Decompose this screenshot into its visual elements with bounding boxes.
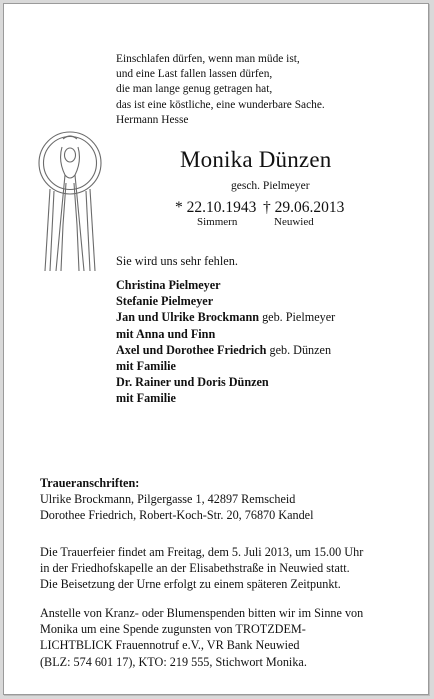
donation-line: Anstelle von Kranz- oder Blumenspenden bitten wir im Sinne von bbox=[40, 606, 364, 620]
birth-date: * 22.10.1943 bbox=[175, 199, 257, 216]
family-line: Christina Pielmeyer bbox=[116, 278, 221, 292]
address-line: Ulrike Brockmann, Pilgergasse 1, 42897 Remscheid bbox=[40, 492, 296, 507]
mourning-figure-icon bbox=[32, 125, 108, 271]
ceremony-line: Die Trauerfeier findet am Freitag, dem 5. Juli 2013, um 15.00 Uhr bbox=[40, 545, 364, 559]
miss-line: Sie wird uns sehr fehlen. bbox=[116, 254, 238, 268]
family-line: Jan und Ulrike Brockmann geb. Pielmeyer bbox=[116, 310, 336, 325]
birth-place: Simmern bbox=[197, 216, 238, 228]
family-line: Axel und Dorothee Friedrich geb. Dünzen bbox=[116, 342, 332, 357]
obituary-card bbox=[3, 3, 429, 695]
life-dates bbox=[175, 199, 345, 217]
family-line: mit Familie bbox=[116, 391, 176, 406]
poem-author: Hermann Hesse bbox=[116, 113, 189, 126]
poem bbox=[116, 52, 325, 128]
donation-line: (BLZ: 574 601 17), KTO: 219 555, Stichwort Monika. bbox=[40, 654, 307, 669]
deceased-name: Monika Dünzen bbox=[180, 147, 332, 172]
family-line: Stefanie Pielmeyer bbox=[116, 294, 214, 309]
donation-info bbox=[40, 605, 363, 670]
death-place: Neuwied bbox=[274, 216, 314, 228]
address-block bbox=[40, 475, 313, 524]
ceremony-line: in der Friedhofskapelle an der Elisabethstraße in Neuwied statt. bbox=[40, 561, 350, 576]
donation-line: Monika um eine Spende zugunsten von TROTZDEM- bbox=[40, 622, 306, 637]
poem-line: die man lange genug getragen hat, bbox=[116, 83, 273, 96]
poem-line: das ist eine köstliche, eine wunderbare Sache. bbox=[116, 98, 325, 111]
life-places bbox=[197, 216, 314, 228]
poem-line: und eine Last fallen lassen dürfen, bbox=[116, 68, 273, 81]
family-line: Dr. Rainer und Doris Dünzen bbox=[116, 375, 269, 390]
poem-line: Einschlafen dürfen, wenn man müde ist, bbox=[116, 53, 300, 65]
birth-name: gesch. Pielmeyer bbox=[231, 180, 310, 192]
donation-line: LICHTBLICK Frauennotruf e.V., VR Bank Neuwied bbox=[40, 638, 300, 653]
death-date: † 29.06.2013 bbox=[263, 199, 345, 216]
ceremony-line: Die Beisetzung der Urne erfolgt zu einem späteren Zeitpunkt. bbox=[40, 577, 341, 592]
family-line: mit Familie bbox=[116, 359, 176, 374]
address-line: Dorothee Friedrich, Robert-Koch-Str. 20, 76870 Kandel bbox=[40, 508, 314, 523]
family-line: mit Anna und Finn bbox=[116, 326, 216, 341]
address-heading: Traueranschriften: bbox=[40, 476, 140, 490]
family-list bbox=[116, 277, 335, 407]
ceremony-info bbox=[40, 544, 363, 593]
